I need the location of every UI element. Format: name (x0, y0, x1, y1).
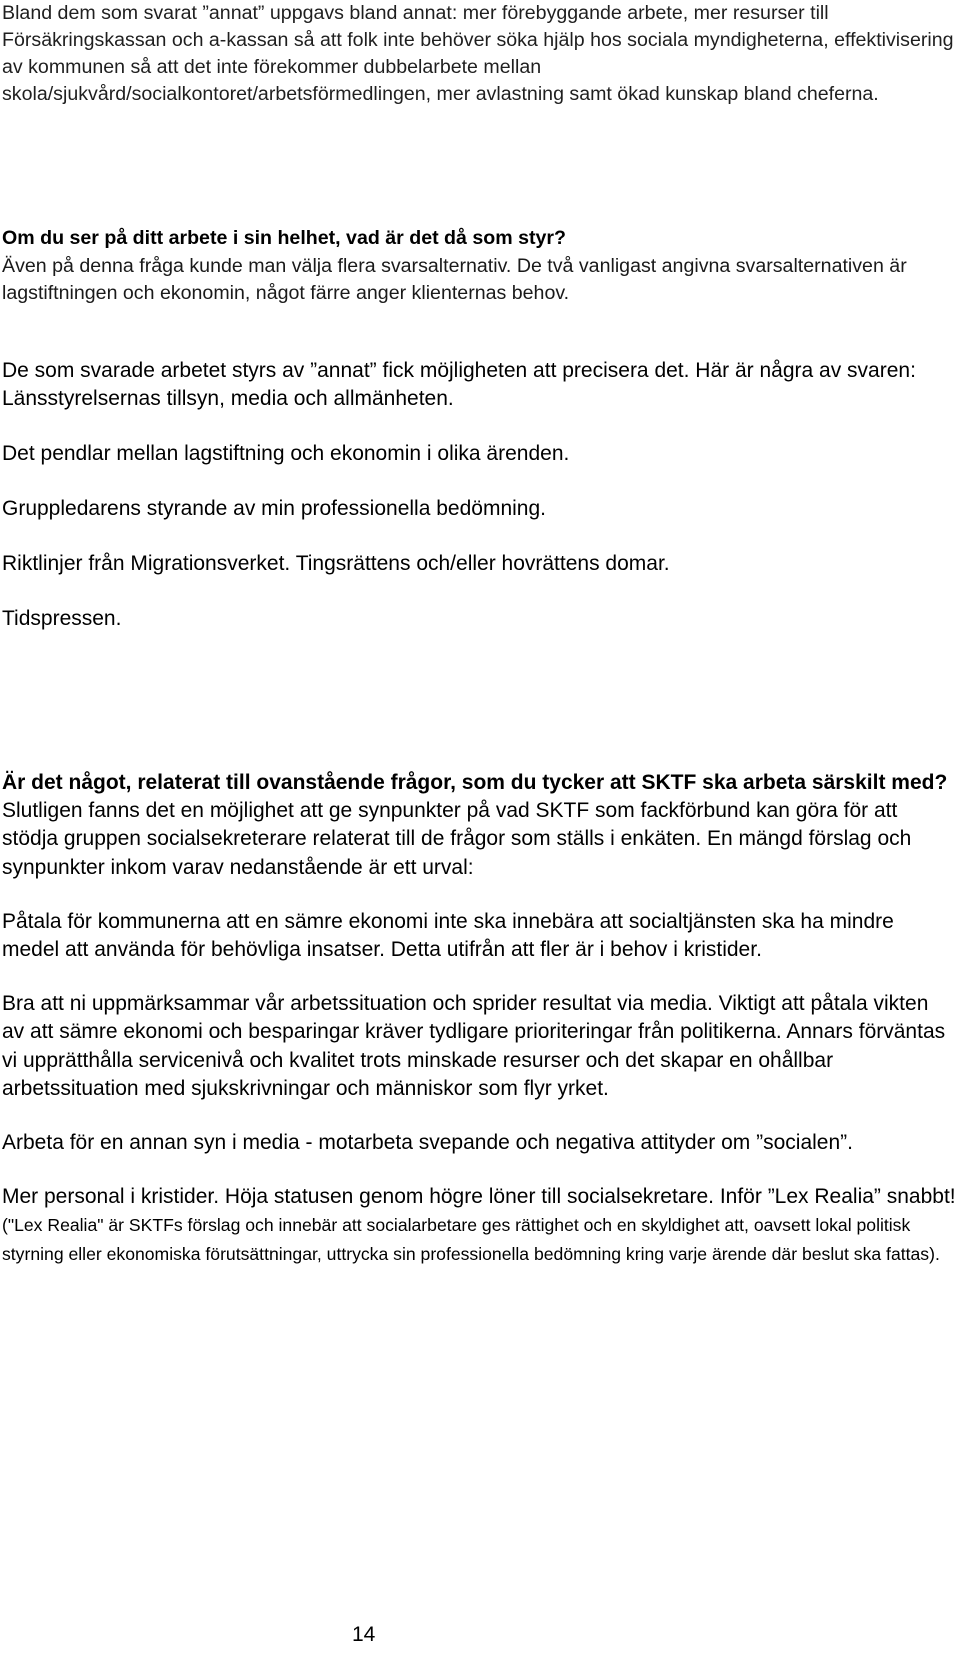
question-2-body: Även på denna fråga kunde man välja flera svarsalternativ. De två vanligast angivna svarsalternativen är lagstiftningen och ekonomin, något färre anger klienternas behov. (2, 254, 907, 304)
other-answer-item: Gruppledarens styrande av min professionella bedömning. (2, 497, 546, 520)
suggestion-item: Arbeta för en annan syn i media - motarbeta svepande och negativa attityder om ”socialen”. (2, 1131, 853, 1155)
other-answers-block (2, 331, 956, 633)
suggestion-item: Bra att ni uppmärksammar vår arbetssituation och sprider resultat via media. Viktigt att påtala vikten av att sämre ekonomi och besparingar kräver tydligare prioriteringar från politikerna. Annars förväntas vi upprätthålla servicenivå och kvalitet trots minskade resurser och det skapar en ohållbar arbetssituation med sjukskrivningar och människor som flyr yrket. (2, 992, 946, 1100)
page-number: 14 (352, 1623, 376, 1646)
question-2-heading: Om du ser på ditt arbete i sin helhet, vad är det då som styr? (2, 227, 567, 249)
other-answer-item: Riktlinjer från Migrationsverket. Tingsrättens och/eller hovrättens domar. (2, 552, 670, 575)
other-answer-item: Tidspressen. (2, 607, 122, 630)
intro-paragraph: Bland dem som svarat ”annat” uppgavs bland annat: mer förebyggande arbete, mer resurser till Försäkringskassan och a-kassan så att folk inte behöver söka hjälp hos sociala myndigheterna, effektivisering av kommunen så att det inte förekommer dubbelarbete mellan skola/sjukvård/socialkontoret/arbetsförmedlingen, mer avlastning samt ökad kunskap bland cheferna. (2, 2, 954, 105)
suggestion-item-last (2, 1183, 956, 1268)
question-3-heading: Är det något, relaterat till ovanstående frågor, som du tycker att SKTF ska arbeta särskilt med? (2, 771, 948, 794)
lex-realia-note: ("Lex Realia" är SKTFs förslag och innebär att socialarbetare ges rättighet och en skyldighet att, oavsett lokal politisk styrning eller ekonomiska förutsättningar, uttrycka sin professionella bedömning kring varje ärende där beslut ska fattas). (2, 1215, 940, 1264)
question-3-intro: Slutligen fanns det en möjlighet att ge synpunkter på vad SKTF som fackförbund kan göra för att stödja gruppen socialsekreterare relaterat till de frågor som ställs i enkäten. En mängd förslag och synpunkter inkom varav nedanstående är ett urval: (2, 799, 912, 879)
other-answer-item: Det pendlar mellan lagstiftning och ekonomin i olika ärenden. (2, 442, 570, 465)
question-2-block (2, 225, 956, 308)
other-answers-intro: De som svarade arbetet styrs av ”annat” fick möjligheten att precisera det. Här är några av svaren: (2, 359, 916, 382)
question-3-block (2, 769, 956, 1268)
last-suggestion-text: Mer personal i kristider. Höja statusen genom högre löner till socialsekretare. Inför ”Lex Realia” snabbt! (2, 1185, 956, 1209)
suggestion-item: Påtala för kommunerna att en sämre ekonomi inte ska innebära att socialtjänsten ska ha mindre medel att använda för behövliga insatser. Detta utifrån att fler är i behov i kristider. (2, 909, 894, 962)
other-answer-item: Länsstyrelsernas tillsyn, media och allmänheten. (2, 387, 454, 410)
